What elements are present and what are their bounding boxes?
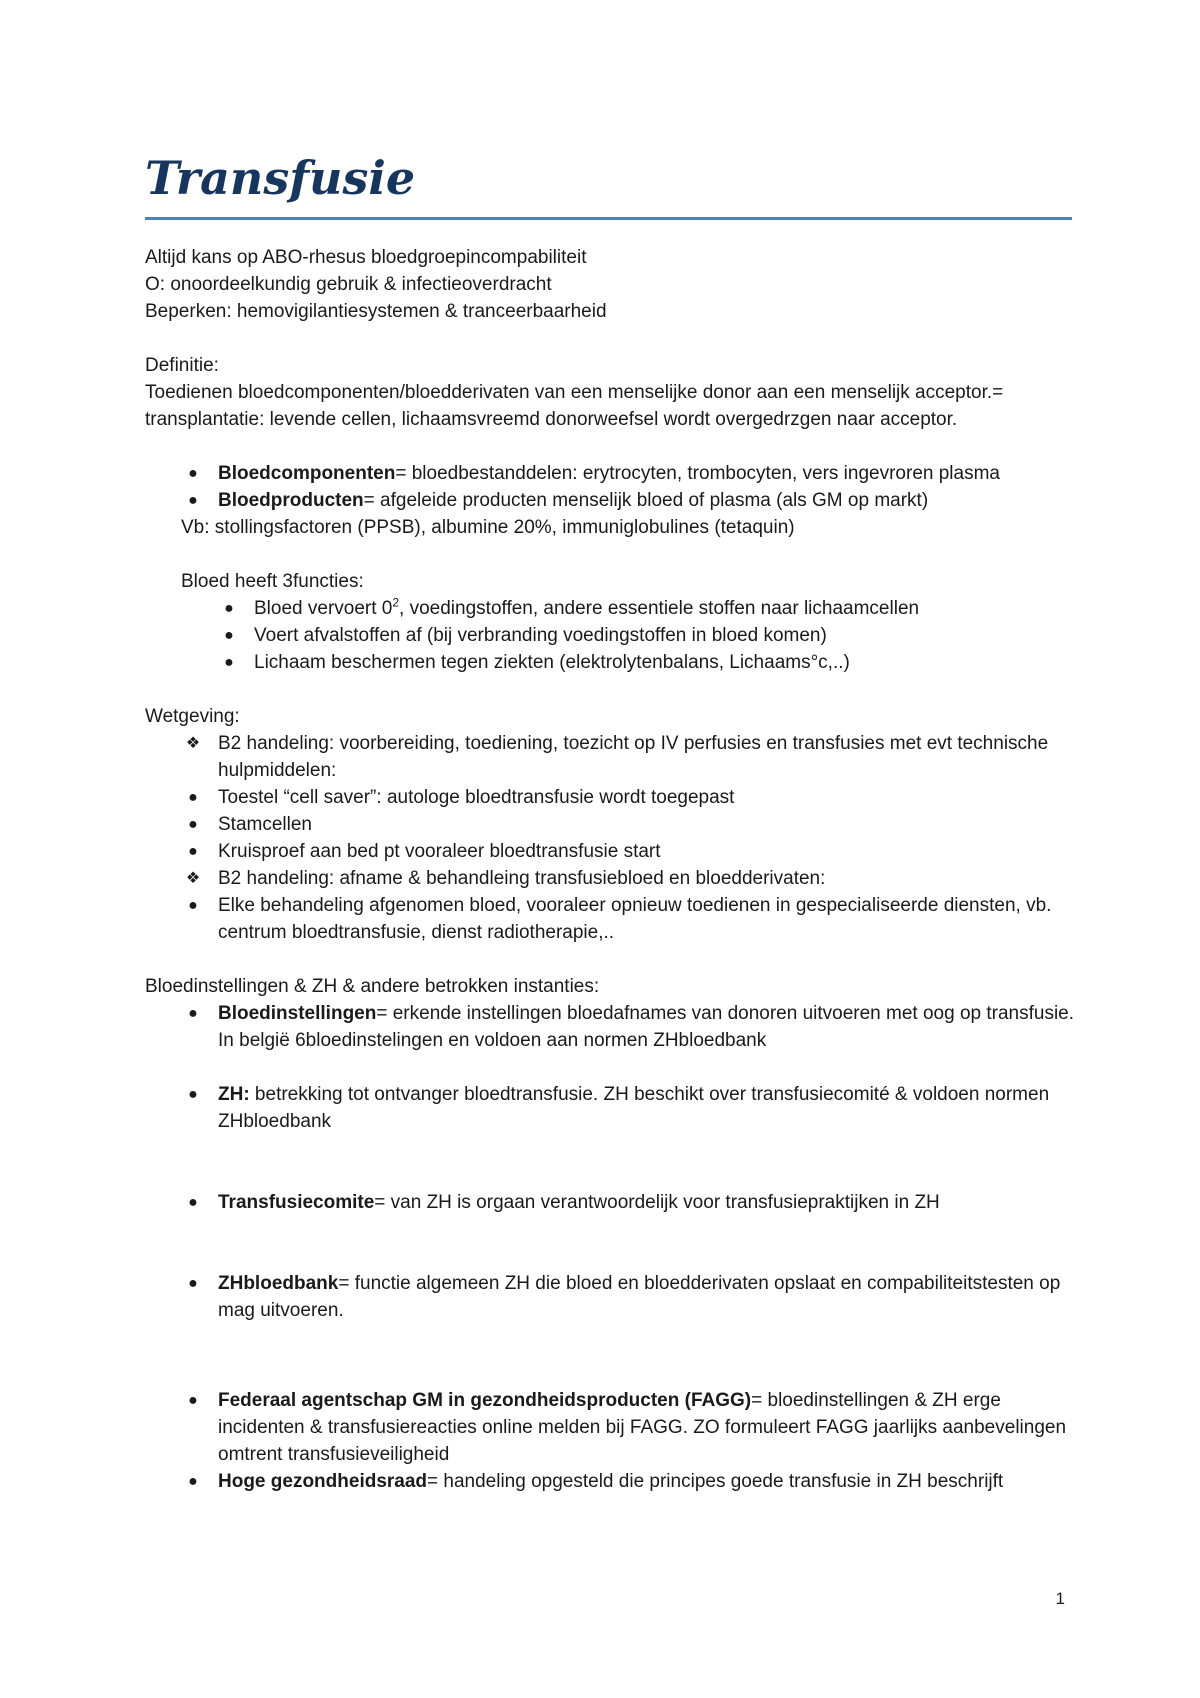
diamond-bullet-icon: ❖ [185,735,201,752]
term: ZH: [218,1084,250,1105]
list-item [145,730,1075,784]
intro-line: Beperken: hemovigilantiesystemen & tranceerbaarheid [145,301,607,322]
bullet-icon: ● [188,1473,198,1490]
term-text: = van ZH is orgaan verantwoordelijk voor transfusiepraktijken in ZH [374,1192,940,1213]
term-text: = bloedbestanddelen: erytrocyten, trombocyten, vers ingevroren plasma [395,463,1000,484]
item-text: Toestel “cell saver”: autologe bloedtransfusie wordt toegepast [218,787,735,808]
term-text: = erkende instellingen bloedafnames van donoren uitvoeren met oog op transfusie. In belgië 6bloedinstelingen en voldoen aan normen ZHbloedbank [218,1003,1075,1051]
page-title: Transfusie [145,151,416,205]
section-heading-wetgeving: Wetgeving: [145,706,240,727]
list-item [145,649,1075,676]
term: Bloedcomponenten [218,463,396,484]
section-heading-functies: Bloed heeft 3functies: [181,571,364,592]
item-text: Kruisproef aan bed pt vooraleer bloedtransfusie start [218,841,661,862]
example-line: Vb: stollingsfactoren (PPSB), albumine 20%, immuniglobulines (tetaquin) [181,517,795,538]
list-item [145,811,1075,838]
term-text: = afgeleide producten menselijk bloed of plasma (als GM op markt) [363,490,929,511]
superscript: 2 [392,595,400,610]
term-text: = functie algemeen ZH die bloed en bloedderivaten opslaat en compabiliteitstesten op mag uitvoeren. [218,1273,1061,1321]
list-item [145,1387,1075,1468]
intro-line: O: onoordeelkundig gebruik & infectieoverdracht [145,274,552,295]
item-text: B2 handeling: afname & behandleing transfusiebloed en bloedderivaten: [218,868,826,889]
bullet-icon: ● [188,1005,198,1022]
title-underline [145,217,1072,220]
definitie-text: Toedienen bloedcomponenten/bloedderivaten van een menselijke donor aan een menselijk acceptor.= transplantatie: levende cellen, lichaamsvreemd donorweefsel wordt overgedrzgen naar acceptor. [145,382,1004,430]
item-text: Elke behandeling afgenomen bloed, vooraleer opnieuw toedienen in gespecialiseerde diensten, vb. centrum bloedtransfusie, dienst radiotherapie,.. [218,895,1052,943]
bullet-icon: ● [188,816,198,833]
item-text: Lichaam beschermen tegen ziekten (elektrolytenbalans, Lichaams°c,..) [254,652,850,673]
term-text: = handeling opgesteld die principes goede transfusie in ZH beschrijft [427,1471,1004,1492]
page-number: 1 [1055,1589,1065,1608]
intro-line: Altijd kans op ABO-rhesus bloedgroepincompabiliteit [145,247,587,268]
list-item [145,1000,1075,1054]
bullet-icon: ● [224,627,234,644]
diamond-bullet-icon: ❖ [185,870,201,887]
bullet-icon: ● [188,843,198,860]
list-item [145,865,1075,892]
bullet-icon: ● [188,1086,198,1103]
list-item [145,1270,1075,1324]
term: Bloedinstellingen [218,1003,377,1024]
list-item [145,622,1075,649]
page-content [145,150,1075,1495]
bullet-icon: ● [224,600,234,617]
item-text: , voedingstoffen, andere essentiele stoffen naar lichaamcellen [399,598,920,619]
list-item [145,460,1075,487]
list-item [145,1189,1075,1216]
bullet-icon: ● [188,1275,198,1292]
item-text: Voert afvalstoffen af (bij verbranding voedingstoffen in bloed komen) [254,625,827,646]
bullet-icon: ● [188,492,198,509]
term: Bloedproducten [218,490,364,511]
term: Federaal agentschap GM in gezondheidsproducten (FAGG) [218,1390,752,1411]
term: Hoge gezondheidsraad [218,1471,428,1492]
term-text: = bloedinstellingen & ZH erge incidenten & transfusiereacties online melden bij FAGG. ZO formuleert FAGG jaarlijks aanbevelingen omtrent transfusieveiligheid [218,1390,1067,1465]
list-item [145,784,1075,811]
list-item [145,1081,1075,1135]
section-heading-definitie: Definitie: [145,355,219,376]
list-item [145,838,1075,865]
bullet-icon: ● [188,1392,198,1409]
term-text: betrekking tot ontvanger bloedtransfusie. ZH beschikt over transfusiecomité & voldoen normen ZHbloedbank [218,1084,1050,1132]
item-text: Bloed vervoert 0 [254,598,393,619]
item-text: Stamcellen [218,814,312,835]
list-item [145,487,1075,514]
bullet-icon: ● [188,789,198,806]
list-item [145,595,1075,622]
list-item [145,1468,1075,1495]
section-heading-instellingen: Bloedinstellingen & ZH & andere betrokken instanties: [145,976,600,997]
list-item [145,892,1075,946]
bullet-icon: ● [188,465,198,482]
bullet-icon: ● [224,654,234,671]
bullet-icon: ● [188,1194,198,1211]
item-text: B2 handeling: voorbereiding, toediening, toezicht op IV perfusies en transfusies met evt technische hulpmiddelen: [218,733,1049,781]
bullet-icon: ● [188,897,198,914]
term: ZHbloedbank [218,1273,339,1294]
term: Transfusiecomite [218,1192,375,1213]
